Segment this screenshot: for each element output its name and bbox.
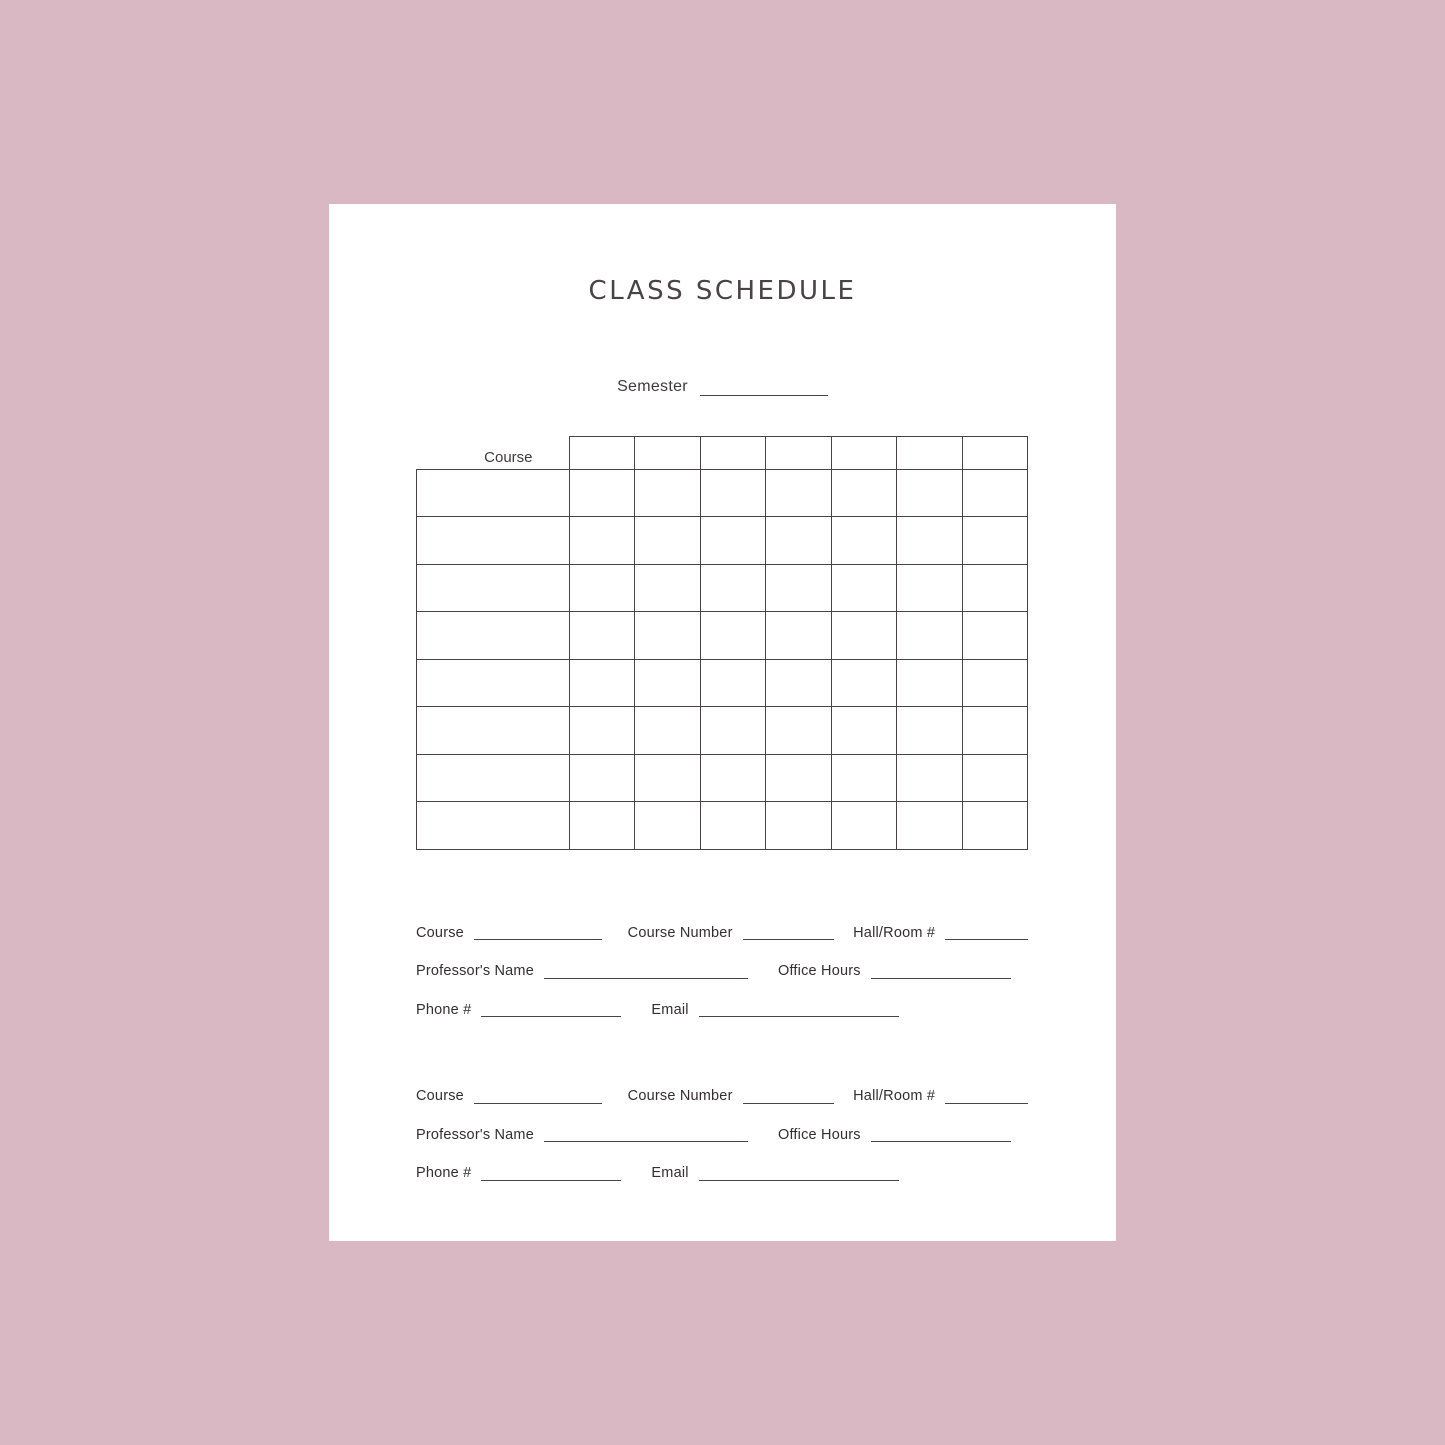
table-cell[interactable] (569, 612, 635, 660)
phone-input-line[interactable] (481, 1003, 621, 1017)
table-cell[interactable] (897, 659, 963, 707)
table-cell[interactable] (569, 564, 635, 612)
detail-row-contact (416, 1003, 1028, 1018)
office-hours-input-line[interactable] (871, 1128, 1011, 1142)
table-cell[interactable] (635, 802, 701, 850)
table-cell[interactable] (700, 517, 766, 565)
course-input-line[interactable] (474, 1090, 602, 1104)
table-cell[interactable] (897, 754, 963, 802)
table-row (417, 612, 1028, 660)
course-number-label: Course Number (627, 1088, 733, 1104)
detail-row-professor (416, 1128, 1028, 1143)
table-row (417, 659, 1028, 707)
semester-write-line[interactable] (700, 381, 828, 396)
table-cell[interactable] (897, 564, 963, 612)
header-cell[interactable] (897, 437, 963, 470)
table-cell[interactable] (635, 469, 701, 517)
table-cell[interactable] (569, 659, 635, 707)
table-cell[interactable] (962, 469, 1028, 517)
course-detail-block-1 (416, 926, 1028, 1018)
table-row (417, 517, 1028, 565)
table-cell[interactable] (569, 517, 635, 565)
table-cell[interactable] (962, 707, 1028, 755)
table-header-row (417, 437, 1028, 470)
table-cell[interactable] (700, 469, 766, 517)
table-cell[interactable] (635, 517, 701, 565)
table-cell[interactable] (635, 754, 701, 802)
table-cell[interactable] (766, 802, 832, 850)
table-cell[interactable] (569, 469, 635, 517)
schedule-table (416, 436, 1028, 850)
header-cell[interactable] (569, 437, 635, 470)
table-cell[interactable] (962, 802, 1028, 850)
table-cell[interactable] (766, 517, 832, 565)
table-row (417, 469, 1028, 517)
table-cell[interactable] (417, 517, 570, 565)
table-cell[interactable] (831, 612, 897, 660)
table-cell[interactable] (831, 659, 897, 707)
table-cell[interactable] (897, 517, 963, 565)
table-row (417, 754, 1028, 802)
email-input-line[interactable] (699, 1003, 899, 1017)
phone-input-line[interactable] (481, 1167, 621, 1181)
professor-name-input-line[interactable] (544, 965, 748, 979)
table-cell[interactable] (700, 612, 766, 660)
course-number-input-line[interactable] (743, 1090, 835, 1104)
table-cell[interactable] (766, 564, 832, 612)
hall-room-label: Hall/Room # (853, 924, 936, 941)
course-detail-block-2 (416, 1089, 1028, 1181)
table-cell[interactable] (766, 469, 832, 517)
table-cell[interactable] (766, 659, 832, 707)
table-cell[interactable] (417, 564, 570, 612)
printable-page (329, 204, 1116, 1241)
table-cell[interactable] (700, 564, 766, 612)
table-cell[interactable] (635, 564, 701, 612)
course-input-line[interactable] (474, 926, 602, 940)
table-cell[interactable] (897, 612, 963, 660)
table-cell[interactable] (831, 564, 897, 612)
header-cell[interactable] (962, 437, 1028, 470)
course-label: Course (416, 1088, 464, 1104)
table-cell[interactable] (635, 659, 701, 707)
phone-label: Phone # (416, 1001, 472, 1018)
professor-name-input-line[interactable] (544, 1128, 748, 1142)
email-label: Email (651, 1165, 689, 1181)
table-cell[interactable] (897, 802, 963, 850)
table-cell[interactable] (962, 517, 1028, 565)
semester-field (329, 378, 1116, 396)
table-cell[interactable] (831, 517, 897, 565)
course-number-input-line[interactable] (743, 926, 835, 940)
email-input-line[interactable] (699, 1167, 899, 1181)
schedule-grid-area (329, 436, 1116, 850)
table-cell[interactable] (897, 707, 963, 755)
table-cell[interactable] (417, 612, 570, 660)
course-header-label: Course (484, 448, 533, 466)
page-title: CLASS SCHEDULE (588, 276, 857, 306)
table-cell[interactable] (766, 754, 832, 802)
table-row (417, 564, 1028, 612)
email-label: Email (651, 1001, 689, 1018)
header-cell[interactable] (700, 437, 766, 470)
office-hours-label: Office Hours (777, 963, 861, 979)
table-cell[interactable] (831, 469, 897, 517)
table-cell[interactable] (417, 469, 570, 517)
detail-row-course (416, 926, 1028, 941)
table-cell[interactable] (766, 707, 832, 755)
table-cell[interactable] (569, 802, 635, 850)
table-cell[interactable] (700, 707, 766, 755)
course-label: Course (416, 924, 464, 941)
detail-row-contact (416, 1166, 1028, 1181)
office-hours-label: Office Hours (777, 1126, 861, 1143)
hall-room-label: Hall/Room # (853, 1088, 936, 1104)
table-cell[interactable] (700, 754, 766, 802)
course-header-cell (417, 437, 570, 470)
table-cell[interactable] (897, 469, 963, 517)
table-cell[interactable] (831, 754, 897, 802)
table-cell[interactable] (417, 659, 570, 707)
phone-label: Phone # (416, 1165, 472, 1181)
hall-room-input-line[interactable] (945, 1090, 1028, 1104)
table-cell[interactable] (831, 707, 897, 755)
table-row (417, 802, 1028, 850)
office-hours-input-line[interactable] (871, 965, 1011, 979)
semester-label: Semester (617, 378, 688, 395)
table-cell[interactable] (417, 802, 570, 850)
table-cell[interactable] (962, 612, 1028, 660)
table-cell[interactable] (417, 707, 570, 755)
professor-name-label: Professor's Name (416, 963, 534, 979)
table-cell[interactable] (417, 754, 570, 802)
table-cell[interactable] (962, 564, 1028, 612)
table-cell[interactable] (700, 802, 766, 850)
header-cell[interactable] (635, 437, 701, 470)
table-cell[interactable] (831, 802, 897, 850)
detail-row-course (416, 1089, 1028, 1104)
table-row (417, 707, 1028, 755)
table-cell[interactable] (700, 659, 766, 707)
detail-row-professor (416, 964, 1028, 979)
header-cell[interactable] (766, 437, 832, 470)
hall-room-input-line[interactable] (945, 926, 1028, 940)
table-cell[interactable] (569, 707, 635, 755)
table-cell[interactable] (635, 707, 701, 755)
table-cell[interactable] (635, 612, 701, 660)
header-cell[interactable] (831, 437, 897, 470)
course-details-section (329, 926, 1116, 1181)
course-number-label: Course Number (627, 924, 733, 941)
table-cell[interactable] (962, 754, 1028, 802)
table-cell[interactable] (569, 754, 635, 802)
table-cell[interactable] (766, 612, 832, 660)
table-cell[interactable] (962, 659, 1028, 707)
professor-name-label: Professor's Name (416, 1126, 534, 1143)
